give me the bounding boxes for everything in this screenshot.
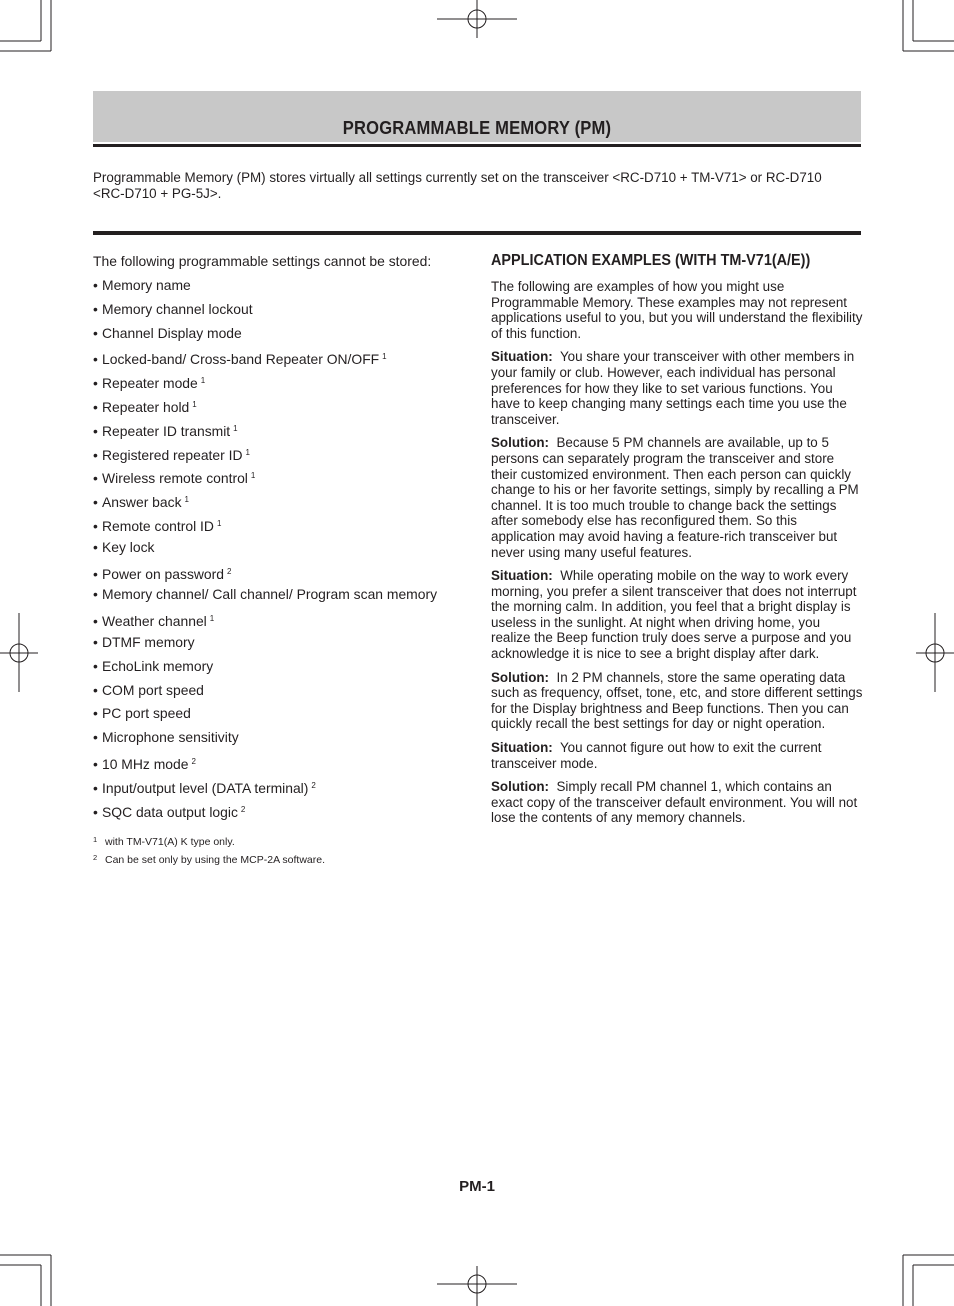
example-text: Simply recall PM channel 1, which contains an exact copy of the transceiver default environment. You will not lose the contents of any memory channels. <box>491 779 858 826</box>
list-item <box>93 586 463 610</box>
bullet-icon: • <box>93 705 98 722</box>
list-item-label: Channel Display mode <box>102 324 242 341</box>
example-paragraph <box>491 779 863 826</box>
right-column <box>491 251 863 834</box>
list-item-label: Answer back <box>102 494 182 511</box>
list-item <box>93 658 463 682</box>
footnote-text: Can be set only by using the MCP-2A software. <box>105 854 326 866</box>
example-paragraph <box>491 670 863 732</box>
list-item <box>93 777 463 801</box>
page-title: PROGRAMMABLE MEMORY (PM) <box>342 118 612 138</box>
bullet-icon: • <box>93 729 98 746</box>
list-item <box>93 372 463 396</box>
footnote-ref: 1 <box>233 423 238 433</box>
list-item-label: Memory channel lockout <box>102 300 253 317</box>
bullet-icon: • <box>93 681 98 698</box>
footnote-number: 1 <box>93 835 98 844</box>
list-item-label: COM port speed <box>102 681 204 698</box>
bullet-icon: • <box>93 375 98 392</box>
bullet-icon: • <box>93 633 98 650</box>
bullet-icon: • <box>93 565 98 582</box>
example-text: While operating mobile on the way to work every morning, you prefer a silent transceiver that does not interrupt the morning calm. In addition, you feel that a bright display is useless in the sunlight. At night when driving home, you realize the Beep function truly does serve a purpose and you acknowledge it is nice to see a bright display after dark. <box>491 568 857 662</box>
example-label: Solution: <box>491 435 550 451</box>
section-divider <box>93 231 861 235</box>
list-item <box>93 348 463 372</box>
list-item-label: Registered repeater ID <box>102 446 243 463</box>
footnote-text: with TM-V71(A) K type only. <box>105 836 235 848</box>
footnote <box>93 850 463 868</box>
example-paragraph <box>491 435 863 560</box>
list-item <box>93 682 463 706</box>
list-item <box>93 729 463 753</box>
bullet-icon: • <box>93 755 98 772</box>
example-paragraph <box>491 568 863 662</box>
list-item <box>93 277 463 301</box>
list-item-label: Key lock <box>102 538 155 555</box>
list-item-label: Microphone sensitivity <box>102 729 239 746</box>
list-item-label: Repeater mode <box>102 375 198 392</box>
footnotes <box>93 832 463 868</box>
list-item-label: Repeater ID transmit <box>102 422 231 439</box>
footnote-ref: 1 <box>209 614 215 624</box>
example-paragraph <box>491 740 863 771</box>
example-label: Situation: <box>491 740 553 756</box>
settings-lead: The following programmable settings cannot be stored: <box>93 253 432 269</box>
bullet-icon: • <box>93 538 98 555</box>
list-item-label: Memory name <box>102 277 191 293</box>
footnote-ref: 2 <box>227 566 232 576</box>
list-item-label: DTMF memory <box>102 633 195 650</box>
list-item-label: Input/output level (DATA terminal) <box>102 779 309 796</box>
list-item <box>93 610 463 634</box>
list-item-label: Memory channel/ Call channel/ Program scan memory <box>102 586 438 603</box>
bullet-icon: • <box>93 779 98 796</box>
footnote-number: 2 <box>93 853 98 862</box>
list-item-label: Remote control ID <box>102 517 214 534</box>
bullet-icon: • <box>93 324 98 341</box>
bullet-icon: • <box>93 517 98 534</box>
footnote-ref: 2 <box>191 756 196 766</box>
bullet-icon: • <box>93 803 98 820</box>
footnote-ref: 1 <box>192 399 197 409</box>
list-item-label: PC port speed <box>102 705 191 722</box>
list-item-label: Locked-band/ Cross-band Repeater ON/OFF <box>102 351 380 368</box>
header-rule <box>93 144 861 147</box>
list-item <box>93 634 463 658</box>
example-label: Situation: <box>491 568 553 584</box>
list-item <box>93 420 463 444</box>
left-column <box>93 253 463 824</box>
list-item-label: Repeater hold <box>102 398 190 415</box>
footnote-ref: 1 <box>250 471 256 481</box>
intro-paragraph: Programmable Memory (PM) stores virtually all settings currently set on the transceiver <RC-D710 + TM-V71> or RC-D710 <RC-D710 + PG-5J>. <box>93 170 822 201</box>
list-item <box>93 396 463 420</box>
example-text: You cannot figure out how to exit the current transceiver mode. <box>491 740 822 771</box>
list-item-label: 10 MHz mode <box>102 755 189 772</box>
list-item <box>93 539 463 563</box>
bullet-icon: • <box>93 586 98 603</box>
footnote-ref: 1 <box>200 376 206 386</box>
list-item <box>93 325 463 349</box>
example-label: Solution: <box>491 669 550 685</box>
examples <box>491 349 863 826</box>
example-label: Solution: <box>491 779 550 795</box>
bullet-icon: • <box>93 657 98 674</box>
list-item <box>93 515 463 539</box>
example-label: Situation: <box>491 349 553 365</box>
example-paragraph <box>491 349 863 427</box>
list-item-label: EchoLink memory <box>102 657 214 674</box>
bullet-icon: • <box>93 351 98 368</box>
examples-intro: The following are examples of how you might use Programmable Memory. These examples may not represent applications useful to you, but you will understand the flexibility of this function. <box>491 279 863 341</box>
list-item-label: Wireless remote control <box>102 470 248 487</box>
example-text: In 2 PM channels, store the same operating data such as frequency, offset, tone, etc, and store different settings for the Display brightness and Beep functions. Then you can quickly recall the best settings for day or night operation. <box>491 669 863 732</box>
settings-list <box>93 277 463 824</box>
footnote <box>93 832 463 850</box>
example-text: Because 5 PM channels are available, up to 5 persons can separately program the transceiver and store their customized environment. Then each person can quickly change to his or her favorite settings, simply by recalling a PM channel. It is too much trouble to change back the settings after somebody else has reconfigured them. So this application may avoid having a feature-rich transceiver but never using many useful features. <box>491 435 859 560</box>
example-text: You share your transceiver with other members in your family or club. However, each individual has personal preferences for how they like to set various functions. You have to keep changing many settings each time you use the transceiver. <box>491 349 855 427</box>
list-item <box>93 467 463 491</box>
footnote-ref: 1 <box>216 518 222 528</box>
list-item <box>93 563 463 587</box>
list-item <box>93 753 463 777</box>
list-item <box>93 301 463 325</box>
footnote-ref: 2 <box>311 780 316 790</box>
list-item <box>93 491 463 515</box>
bullet-icon: • <box>93 300 98 317</box>
list-item <box>93 705 463 729</box>
footnote-ref: 1 <box>184 495 189 505</box>
bullet-icon: • <box>93 494 98 511</box>
page-number: PM-1 <box>459 1178 495 1195</box>
list-item-label: Power on password <box>102 565 224 582</box>
bullet-icon: • <box>93 422 98 439</box>
bullet-icon: • <box>93 398 98 415</box>
section-heading: APPLICATION EXAMPLES (WITH TM-V71(A/E)) <box>491 252 811 269</box>
bullet-icon: • <box>93 470 98 487</box>
footnote-ref: 1 <box>245 447 250 457</box>
list-item <box>93 444 463 468</box>
list-item-label: SQC data output logic <box>102 803 238 820</box>
list-item <box>93 801 463 825</box>
bullet-icon: • <box>93 613 98 630</box>
list-item-label: Weather channel <box>102 613 207 630</box>
bullet-icon: • <box>93 277 98 293</box>
footnote-ref: 1 <box>382 352 387 362</box>
bullet-icon: • <box>93 446 98 463</box>
footnote-ref: 2 <box>240 804 246 814</box>
